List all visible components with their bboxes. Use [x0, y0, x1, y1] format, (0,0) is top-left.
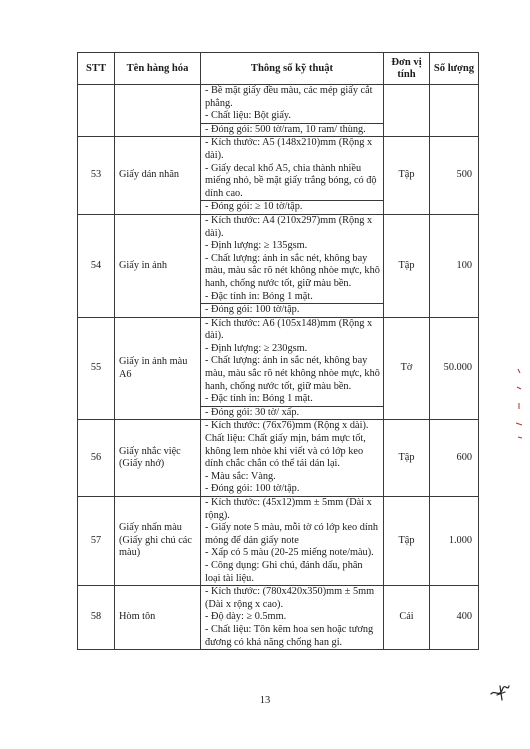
specification-table [77, 52, 479, 650]
spec-line: - Đóng gói: 30 tờ/ xấp. [205, 406, 300, 418]
spec-line: - Chất lượng: ảnh in sắc nét, không bay màu, màu sắc rõ nét không nhòe mực, khô hanh, chống nước tốt, giữ màu bền. [205, 252, 380, 289]
spec-line: - Đóng gói: 500 tờ/ram, 10 ram/ thùng. [205, 123, 366, 135]
spec-segment [201, 406, 383, 420]
spec-line: - Kích thước: A4 (210x297)mm (Rộng x dài). [205, 214, 373, 239]
header-specification: Thông số kỹ thuật [201, 53, 384, 85]
spec-line: - Kích thước: (76x76)mm (Rộng x dài). Chất liệu: Chất giấy mịn, bám mực tốt, không lem nhòe khi viết và có lớp keo dính chắc chắn có thể tái dán lại. [205, 420, 369, 470]
table-row [78, 317, 479, 420]
item-name-cell: Giấy nhấn màu (Giấy ghi chú các màu) [115, 497, 201, 586]
unit-cell [384, 85, 430, 137]
unit-cell: Cái [384, 586, 430, 650]
item-name-cell: Hòm tôn [115, 586, 201, 650]
spec-line: - Giấy decal khổ A5, chia thành nhiều miếng nhỏ, bề mặt giấy trắng bóng, có độ dính cao. [205, 162, 377, 199]
spec-segment [201, 497, 383, 585]
header-item-name: Tên hàng hóa [115, 53, 201, 85]
stt-cell: 57 [78, 497, 115, 586]
spec-line: - Màu sắc: Vàng. [205, 470, 276, 482]
table-header-row [78, 53, 479, 85]
initial-signature [488, 680, 512, 704]
spec-line: - Chất lượng: ảnh in sắc nét, không bay màu, màu sắc rõ nét không nhòe mực, khô hanh, chống nước tốt, giữ màu bền. [205, 355, 380, 392]
quantity-cell: 400 [430, 586, 479, 650]
unit-cell: Tập [384, 214, 430, 317]
table-row [78, 214, 479, 317]
spec-segment [201, 137, 383, 200]
spec-line: - Công dụng: Ghi chú, đánh dấu, phân loại tài liệu. [205, 559, 363, 584]
spec-line: - Đóng gói: 100 tờ/tập. [205, 483, 300, 495]
table-row [78, 137, 479, 215]
specification-cell [201, 214, 384, 317]
spec-line: - Đặc tính in: Bóng 1 mặt. [205, 290, 313, 302]
spec-segment [201, 200, 383, 214]
table-row-continuation [78, 85, 479, 137]
unit-cell: Tập [384, 137, 430, 215]
spec-line: - Kích thước: A6 (105x148)mm (Rộng x dài). [205, 317, 373, 342]
spec-line: - Giấy note 5 màu, mỗi tờ có lớp keo dính mỏng để dán giấy note [205, 522, 379, 546]
table-row [78, 586, 479, 650]
quantity-cell: 100 [430, 214, 479, 317]
header-quantity: Số lượng [430, 53, 479, 85]
header-stt: STT [78, 53, 115, 85]
unit-cell: Tờ [384, 317, 430, 420]
item-name-cell: Giấy nhắc việc (Giấy nhớ) [115, 420, 201, 497]
quantity-cell: 500 [430, 137, 479, 215]
spec-line: - Kích thước: (45x12)mm ± 5mm (Dài x rộng). [205, 497, 372, 521]
stt-cell: 56 [78, 420, 115, 497]
specification-cell [201, 497, 384, 586]
quantity-cell: 600 [430, 420, 479, 497]
page-number: 13 [259, 695, 271, 706]
spec-line: - Kích thước: A5 (148x210)mm (Rộng x dài). [205, 137, 373, 161]
spec-line: - Định lượng: ≥ 135gsm. [205, 240, 308, 252]
spec-line: - Chất liệu: Tôn kẽm hoa sen hoặc tương đương có khả năng chống han gỉ. [205, 623, 374, 648]
spec-segment [201, 318, 383, 406]
specification-cell [201, 85, 384, 137]
stt-cell: 53 [78, 137, 115, 215]
spec-segment [201, 586, 383, 649]
quantity-cell: 1.000 [430, 497, 479, 586]
spec-line: - Định lượng: ≥ 230gsm. [205, 342, 308, 354]
specification-cell [201, 420, 384, 497]
quantity-cell [430, 85, 479, 137]
spec-segment [201, 303, 383, 317]
specification-cell [201, 317, 384, 420]
stt-cell: 58 [78, 586, 115, 650]
unit-cell: Tập [384, 497, 430, 586]
spec-segment [201, 215, 383, 303]
table-row [78, 497, 479, 586]
item-name-cell: Giấy dán nhãn [115, 137, 201, 215]
spec-line: - Đóng gói: ≥ 10 tờ/tập. [205, 201, 303, 213]
stt-cell: 55 [78, 317, 115, 420]
unit-cell: Tập [384, 420, 430, 497]
item-name-cell: Giấy in ảnh [115, 214, 201, 317]
spec-segment [201, 420, 383, 496]
specification-cell [201, 137, 384, 215]
spec-line: - Độ dày: ≥ 0.5mm. [205, 611, 287, 623]
spec-segment [201, 123, 383, 137]
margin-marks [512, 365, 528, 445]
spec-line: - Đặc tính in: Bóng 1 mặt. [205, 393, 313, 405]
stt-cell: 54 [78, 214, 115, 317]
table-row [78, 420, 479, 497]
item-name-cell: Giấy in ảnh màu A6 [115, 317, 201, 420]
spec-line: - Bề mặt giấy đều màu, các mép giấy cắt phẳng. [205, 85, 373, 109]
spec-line: - Xấp có 5 màu (20-25 miếng note/màu). [205, 547, 374, 559]
spec-line: - Chất liệu: Bột giấy. [205, 110, 291, 122]
stt-cell [78, 85, 115, 137]
header-unit: Đơn vị tính [384, 53, 430, 85]
item-name-cell [115, 85, 201, 137]
spec-line: - Kích thước: (780x420x350)mm ± 5mm (Dài x rộng x cao). [205, 586, 375, 610]
spec-segment [201, 85, 383, 123]
quantity-cell: 50.000 [430, 317, 479, 420]
specification-cell [201, 586, 384, 650]
spec-line: - Đóng gói: 100 tờ/tập. [205, 304, 300, 316]
